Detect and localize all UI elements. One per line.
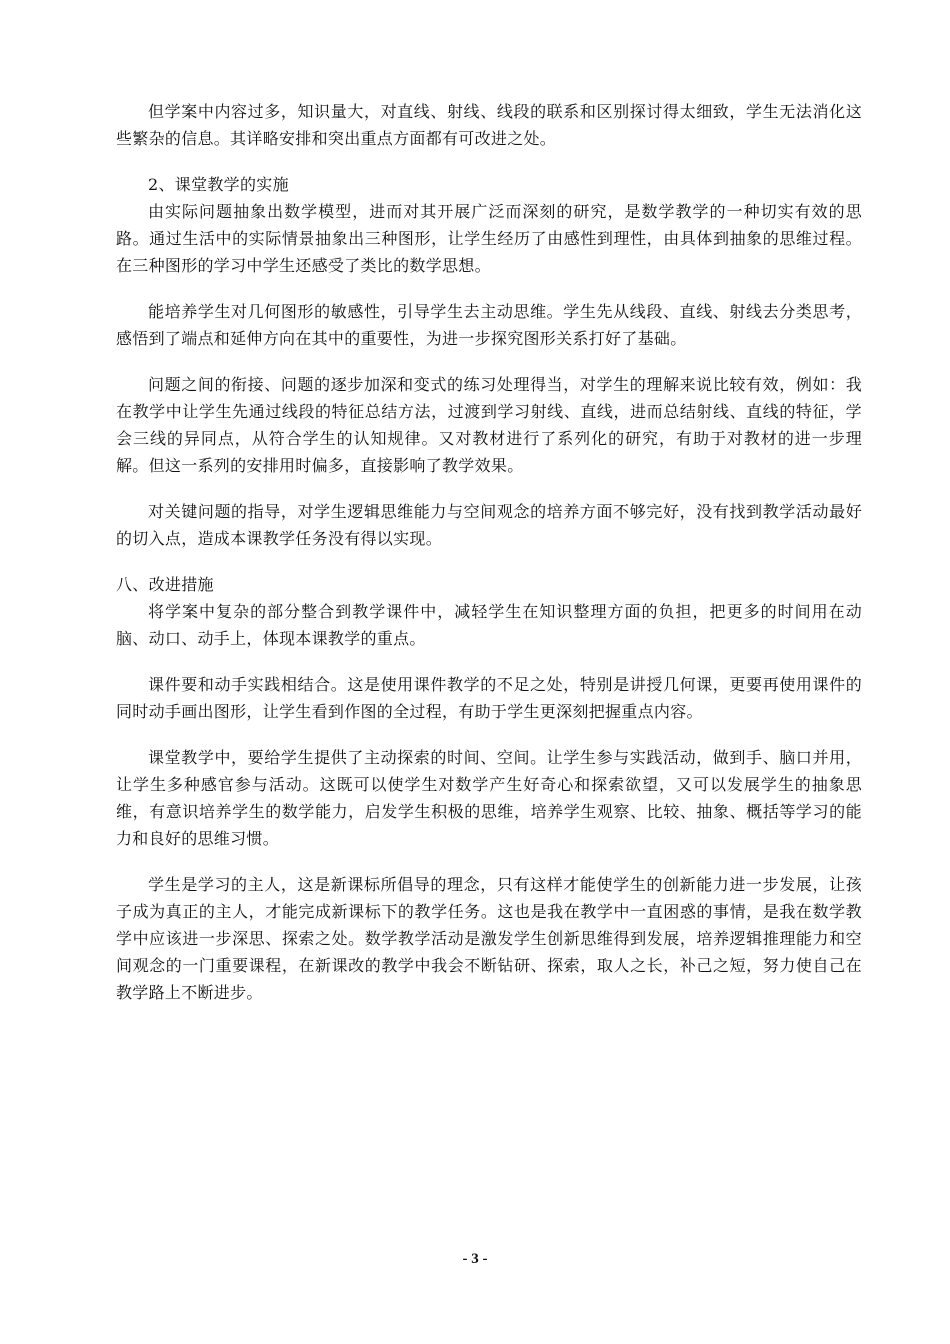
paragraph-lesson-plan-issues: 但学案中内容过多，知识量大，对直线、射线、线段的联系和区别探讨得太细致，学生无法消化这些繁杂的信息。其详略安排和突出重点方面都有可改进之处。 <box>116 102 862 148</box>
paragraph-math-model: 由实际问题抽象出数学模型，进而对其开展广泛而深刻的研究，是数学教学的一种切实有效的思路。通过生活中的实际情景抽象出三种图形，让学生经历了由感性到理性，由具体到抽象的思维过程。在三种图形的学习中学生还感受了类比的数学思想。 <box>116 202 862 275</box>
paragraph-student-centered: 学生是学习的主人，这是新课标所倡导的理念，只有这样才能使学生的创新能力进一步发展，让孩子成为真正的主人，才能完成新课标下的教学任务。这也是我在教学中一直困惑的事情，是我在数学教学中应该进一步深思、探索之处。数学教学活动是激发学生创新思维得到发展，培养逻辑推理能力和空间观念的一门重要课程，在新课改的教学中我会不断钻研、探索，取人之长，补己之短，努力使自己在教学路上不断进步。 <box>116 875 862 1002</box>
page-number: - 3 - <box>462 1251 488 1267</box>
paragraph-geometry-sensitivity: 能培养学生对几何图形的敏感性，引导学生去主动思维。学生先从线段、直线、射线去分类思考，感悟到了端点和延伸方向在其中的重要性，为进一步探究图形关系打好了基础。 <box>116 302 862 348</box>
paragraph-question-progression: 问题之间的衔接、问题的逐步加深和变式的练习处理得当，对学生的理解来说比较有效，例如：我在教学中让学生先通过线段的特征总结方法，过渡到学习射线、直线，进而总结射线、直线的特征，学会三线的异同点，从符合学生的认知规律。又对教材进行了系列化的研究，有助于对教材的进一步理解。但这一系列的安排用时偏多，直接影响了教学效果。 <box>116 375 862 475</box>
paragraph-active-exploration: 课堂教学中，要给学生提供了主动探索的时间、空间。让学生参与实践活动，做到手、脑口并用，让学生多种感官参与活动。这既可以使学生对数学产生好奇心和探索欲望，又可以发展学生的抽象思维，有意识培养学生的数学能力，启发学生积极的思维，培养学生观察、比较、抽象、概括等学习的能力和良好的思维习惯。 <box>116 748 862 848</box>
paragraph-key-guidance: 对关键问题的指导，对学生逻辑思维能力与空间观念的培养方面不够完好，没有找到教学活动最好的切入点，造成本课教学任务没有得以实现。 <box>116 502 862 548</box>
paragraph-integrate-courseware: 将学案中复杂的部分整合到教学课件中，减轻学生在知识整理方面的负担，把更多的时间用在动脑、动口、动手上，体现本课教学的重点。 <box>116 602 862 648</box>
heading-improvement-measures: 八、改进措施 <box>116 575 214 594</box>
paragraph-courseware-practice: 课件要和动手实践相结合。这是使用课件教学的不足之处，特别是讲授几何课，更要再使用课件的同时动手画出图形，让学生看到作图的全过程，有助于学生更深刻把握重点内容。 <box>116 675 862 721</box>
heading-classroom-implementation: 2、课堂教学的实施 <box>148 175 289 194</box>
document-body <box>116 98 862 1006</box>
